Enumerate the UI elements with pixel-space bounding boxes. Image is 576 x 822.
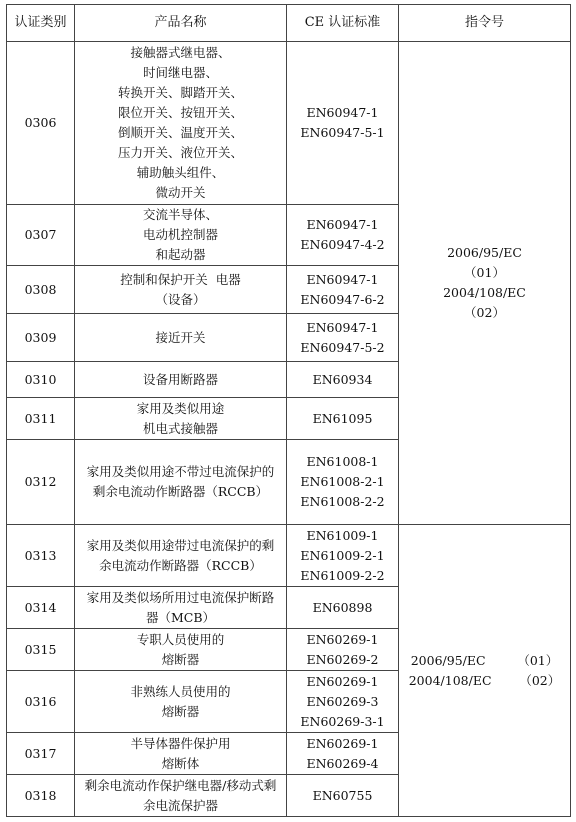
directive-group-1: 2006/95/EC （01） 2004/108/EC （02） [399, 42, 571, 525]
category-code: 0310 [7, 362, 75, 398]
table-row [7, 42, 571, 205]
header-category: 认证类别 [7, 5, 75, 42]
category-code: 0312 [7, 440, 75, 525]
category-code: 0307 [7, 205, 75, 266]
product-name: 专职人员使用的 熔断器 [75, 629, 287, 671]
category-code: 0311 [7, 398, 75, 440]
ce-standard: EN60755 [287, 775, 399, 817]
product-name: 半导体器件保护用 熔断体 [75, 733, 287, 775]
product-name: 设备用断路器 [75, 362, 287, 398]
directive-group-2: 2006/95/EC （01） 2004/108/EC （02） [399, 525, 571, 817]
ce-certification-table [6, 4, 571, 817]
header-row [7, 5, 571, 42]
category-code: 0317 [7, 733, 75, 775]
category-code: 0313 [7, 525, 75, 587]
product-name: 接近开关 [75, 314, 287, 362]
product-name: 剩余电流动作保护继电器/移动式剩 余电流保护器 [75, 775, 287, 817]
ce-standard: EN60269-1 EN60269-3 EN60269-3-1 [287, 671, 399, 733]
ce-standard: EN61095 [287, 398, 399, 440]
ce-standard: EN60269-1 EN60269-4 [287, 733, 399, 775]
ce-standard: EN60947-1 EN60947-4-2 [287, 205, 399, 266]
ce-standard: EN60947-1 EN60947-6-2 [287, 266, 399, 314]
product-name: 家用及类似用途带过电流保护的剩 余电流动作断路器（RCCB） [75, 525, 287, 587]
product-name: 家用及类似用途 机电式接触器 [75, 398, 287, 440]
category-code: 0308 [7, 266, 75, 314]
product-name: 家用及类似场所用过电流保护断路 器（MCB） [75, 587, 287, 629]
header-directive: 指令号 [399, 5, 571, 42]
category-code: 0315 [7, 629, 75, 671]
category-code: 0316 [7, 671, 75, 733]
product-name: 接触器式继电器、 时间继电器、 转换开关、脚踏开关、 限位开关、按钮开关、 倒顺开关、温度开关、 压力开关、液位开关、 辅助触头组件、 微动开关 [75, 42, 287, 205]
category-code: 0306 [7, 42, 75, 205]
product-name: 家用及类似用途不带过电流保护的 剩余电流动作断路器（RCCB） [75, 440, 287, 525]
header-product-name: 产品名称 [75, 5, 287, 42]
category-code: 0314 [7, 587, 75, 629]
ce-standard: EN60947-1 EN60947-5-1 [287, 42, 399, 205]
ce-standard: EN60898 [287, 587, 399, 629]
ce-standard: EN60934 [287, 362, 399, 398]
ce-standard: EN60269-1 EN60269-2 [287, 629, 399, 671]
category-code: 0309 [7, 314, 75, 362]
product-name: 非熟练人员使用的 熔断器 [75, 671, 287, 733]
table-row [7, 525, 571, 587]
category-code: 0318 [7, 775, 75, 817]
ce-standard: EN61009-1 EN61009-2-1 EN61009-2-2 [287, 525, 399, 587]
product-name: 交流半导体、 电动机控制器 和起动器 [75, 205, 287, 266]
ce-standard: EN60947-1 EN60947-5-2 [287, 314, 399, 362]
ce-standard: EN61008-1 EN61008-2-1 EN61008-2-2 [287, 440, 399, 525]
header-ce-standard: CE 认证标准 [287, 5, 399, 42]
product-name: 控制和保护开关 电器 （设备） [75, 266, 287, 314]
